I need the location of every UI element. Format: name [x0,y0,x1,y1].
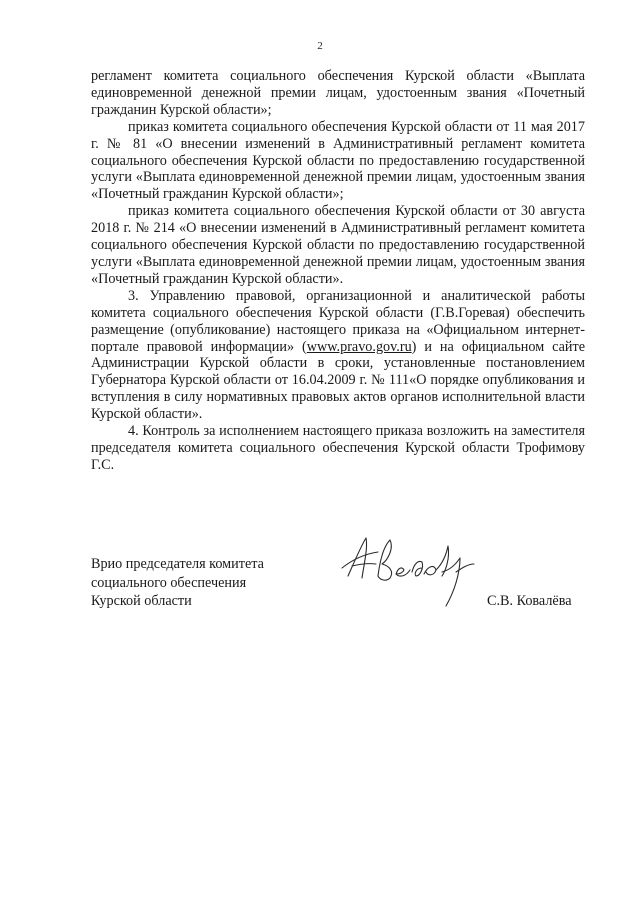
page-number: 2 [317,40,323,52]
item-3-text-start: 3. Управлению правовой, организационной и аналитической работы комитета социального обеспечения Курской области (Г.В.Горевая) обеспечить размещение (опубликование) настоящего приказа на «Официальном интернет-портале правовой информации» ( [91,287,585,355]
paragraph-item-4: 4. Контроль за исполнением настоящего приказа возложить на заместителя председателя комитета социального обеспечения Курской области Трофимову Г.С. [91,423,585,473]
pravo-gov-link[interactable]: www.pravo.gov.ru [306,338,412,355]
signer-title-line-2: социального обеспечения [91,574,247,591]
paragraph-order-2018: приказ комитета социального обеспечения Курской области от 30 августа 2018 г. № 214 «О внесении изменений в Административный регламент комитета социального обеспечения Курской области по предоставлению государственной услуги «Выплата единовременной денежной премии лицам, удостоенным звания «Почетный гражданин Курской области». [91,203,585,287]
paragraph-item-3 [91,288,585,423]
signer-name: С.В. Ковалёва [487,593,572,609]
paragraph-regulation-continuation: регламент комитета социального обеспечения Курской области «Выплата единовременной денежной премии лицам, удостоенным звания «Почетный гражданин Курской области»; [91,68,585,118]
signer-title-line-3: Курской области [91,593,192,609]
item-3-text-end: ) и на официальном сайте Администрации Курской области в сроки, установленные постановлением Губернатора Курской области от 16.04.2009 г. № 111«О порядке опубликования и вступления в силу нормативных правовых актов органов исполнительной власти Курской области». [91,338,585,423]
signer-title [91,555,264,611]
handwritten-signature [338,530,488,610]
paragraph-order-2017: приказ комитета социального обеспечения Курской области от 11 мая 2017 г. № 81 «О внесении изменений в Административный регламент комитета социального обеспечения Курской области по предоставлению государственной услуги «Выплата единовременной денежной премии лицам, удостоенным звания «Почетный гражданин Курской области»; [91,118,585,203]
signer-title-line-1: Врио председателя комитета [91,556,264,572]
document-body [91,68,585,474]
